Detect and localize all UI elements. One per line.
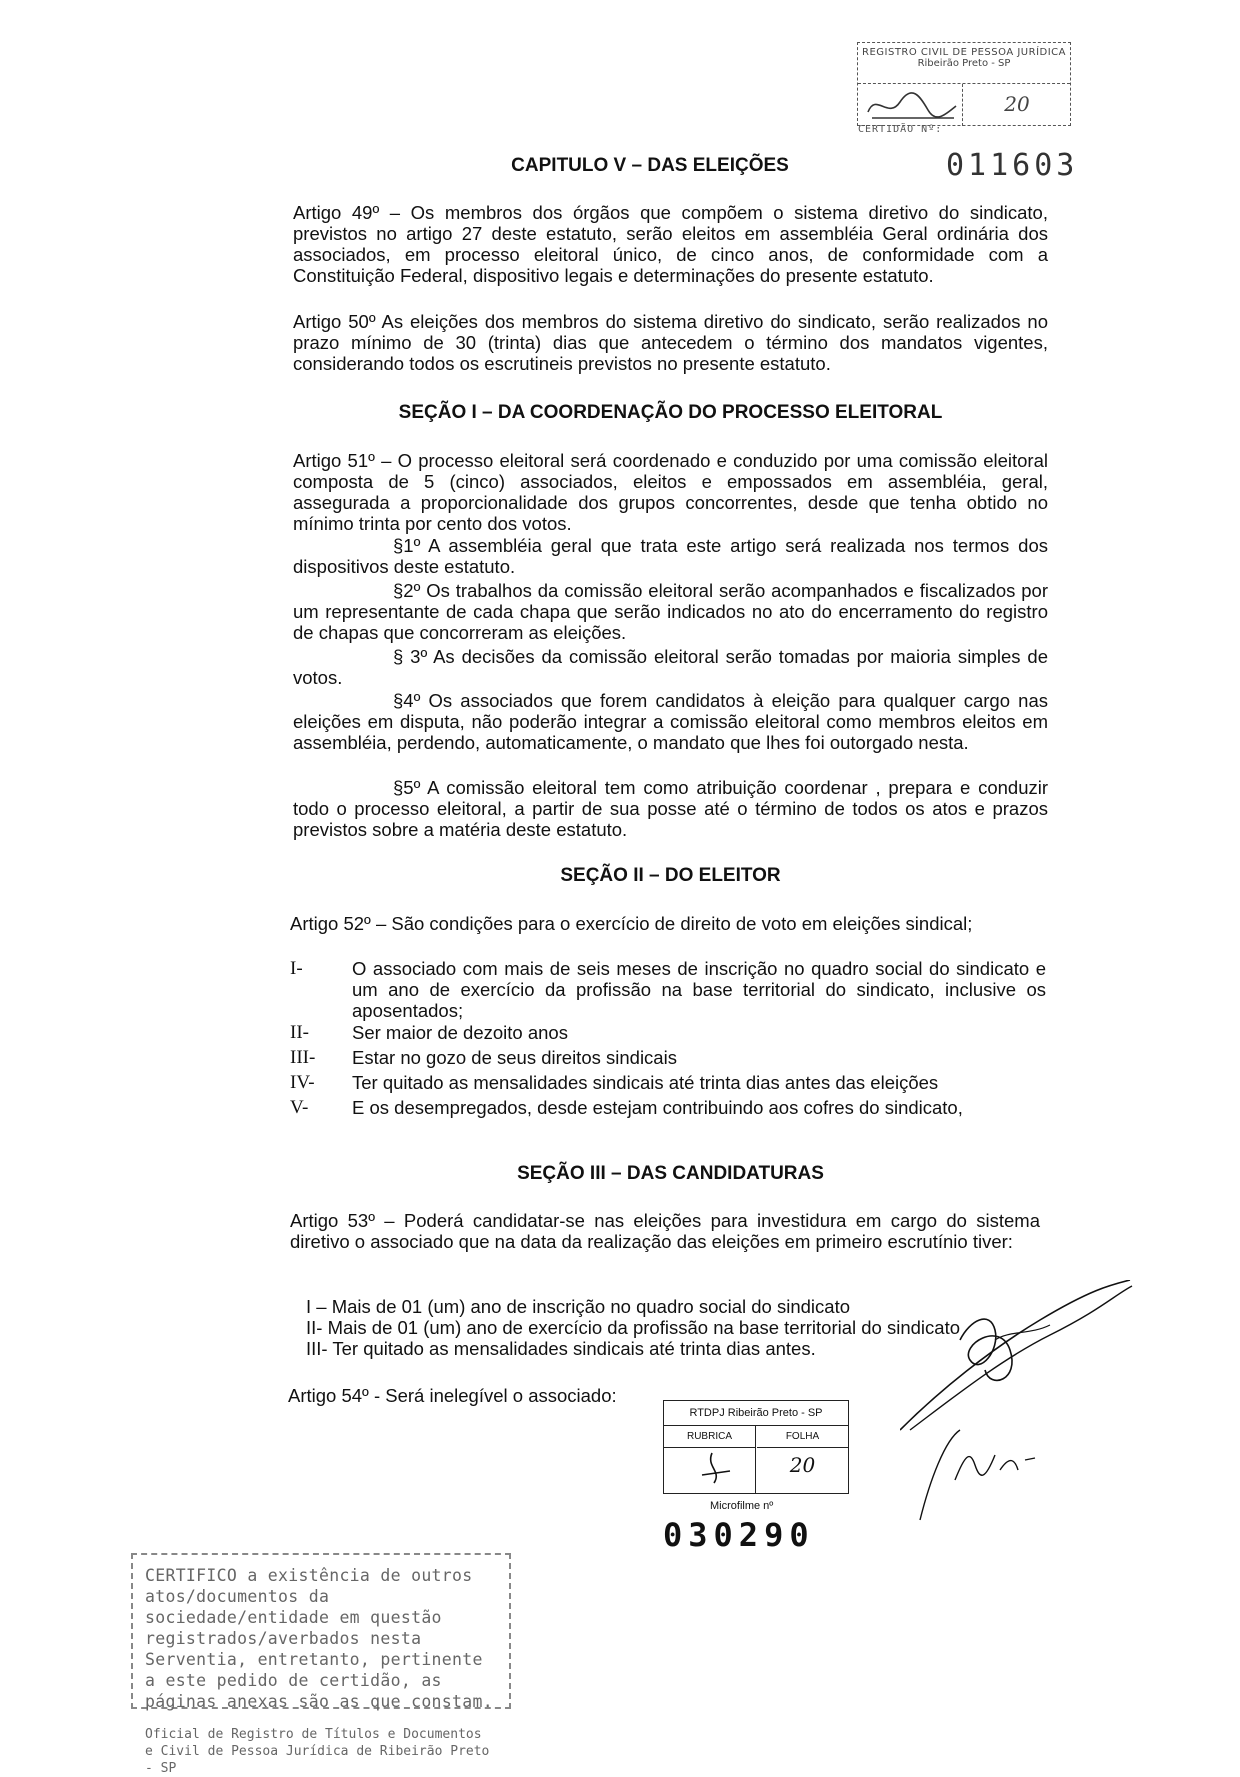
list-item: III- Ter quitado as mensalidades sindicais até trinta dias antes.	[306, 1338, 816, 1359]
rtdpj-stamp	[663, 1400, 849, 1494]
section-3-title: SEÇÃO III – DAS CANDIDATURAS	[517, 1163, 824, 1184]
list-item-text: E os desempregados, desde estejam contribuindo aos cofres do sindicato,	[352, 1097, 963, 1118]
article-51-paragraph-2: §2º Os trabalhos da comissão eleitoral serão acompanhados e fiscalizados por um representante de cada chapa que serão indicados no ato do encerramento do registro de chapas que concorreram as eleições.	[293, 580, 1048, 643]
folha-value: 20	[789, 1453, 816, 1477]
list-item-number: III-	[290, 1047, 316, 1068]
section-2-title: SEÇÃO II – DO ELEITOR	[560, 865, 781, 886]
article-53: Artigo 53º – Poderá candidatar-se nas eleições para investidura em cargo do sistema diretivo o associado que na data da realização das eleições em primeiro escrutínio tiver:	[290, 1210, 1040, 1252]
registry-stamp	[857, 42, 1071, 126]
stamp-divider	[755, 1426, 756, 1493]
stamp-signature-scribble	[858, 84, 962, 126]
article-49: Artigo 49º – Os membros dos órgãos que compõem o sistema diretivo do sindicato, previstos no artigo 27 deste estatuto, serão eleitos em assembléia Geral ordinária dos associados, em processo eleitoral único, de cinco anos, de conformidade com a Constituição Federal, dispositivo legais e determinações do presente estatuto.	[293, 202, 1048, 286]
section-1-title: SEÇÃO I – DA COORDENAÇÃO DO PROCESSO ELEITORAL	[398, 402, 943, 423]
stamp-line-1: REGISTRO CIVIL DE PESSOA JURÍDICA	[862, 47, 1066, 58]
certidao-number: 011603	[946, 148, 1079, 183]
article-52: Artigo 52º – São condições para o exercício de direito de voto em eleições sindical;	[290, 913, 973, 934]
rtdpj-stamp-header: RTDPJ Ribeirão Preto - SP	[664, 1401, 848, 1426]
list-item-text: Ser maior de dezoito anos	[352, 1022, 568, 1043]
article-51-paragraph-5: §5º A comissão eleitoral tem como atribuição coordenar , prepara e conduzir todo o processo eleitoral, a partir de sua posse até o término de todos os atos e prazos previstos sobre a matéria deste estatuto.	[293, 777, 1048, 840]
chapter-title: CAPITULO V – DAS ELEIÇÕES	[511, 155, 789, 176]
article-51: Artigo 51º – O processo eleitoral será coordenado e conduzido por uma comissão eleitoral composta de 5 (cinco) associados, eleitos e empossados em assembléia, geral, assegurada a proporcionalidade dos grupos concorrentes, desde que tenha obtido no mínimo trinta por cento dos votos.	[293, 450, 1048, 534]
article-51-paragraph-1: §1º A assembléia geral que trata este artigo será realizada nos termos dos dispositivos deste estatuto.	[293, 535, 1048, 577]
stamp-signature	[858, 84, 963, 126]
article-51-paragraph-4: §4º Os associados que forem candidatos à eleição para qualquer cargo nas eleições em disputa, não poderão integrar a comissão eleitoral como membros eleitos em assembléia, perdendo, automaticamente, o mandato que lhes foi outorgado nesta.	[293, 690, 1048, 753]
article-51-paragraph-3: § 3º As decisões da comissão eleitoral serão tomadas por maioria simples de votos.	[293, 646, 1048, 688]
certification-office: Oficial de Registro de Títulos e Documentos e Civil de Pessoa Jurídica de Ribeirão Preto - SP	[145, 1727, 490, 1776]
handwritten-signature	[900, 1280, 1140, 1530]
article-50: Artigo 50º As eleições dos membros do sistema diretivo do sindicato, serão realizados no prazo mínimo de 30 (trinta) dias que antecedem o término dos mandatos vigentes, considerando todos os escrutineis previstos no presente estatuto.	[293, 311, 1048, 374]
rubrica-label: RUBRICA	[664, 1427, 755, 1448]
stamp-handwritten-number: 20	[1004, 92, 1030, 116]
list-item-text: Estar no gozo de seus direitos sindicais	[352, 1047, 677, 1068]
list-item: II- Mais de 01 (um) ano de exercício da profissão na base territorial do sindicato	[306, 1317, 960, 1338]
list-item-text: O associado com mais de seis meses de inscrição no quadro social do sindicato e um ano de exercício da profissão na base territorial do sindicato, inclusive os aposentados;	[352, 958, 1046, 1021]
list-item-number: II-	[290, 1022, 309, 1043]
list-item-number: IV-	[290, 1072, 315, 1093]
folha-label: FOLHA	[757, 1427, 848, 1448]
rubrica-signature	[684, 1449, 744, 1489]
microfilme-number: 030290	[663, 1516, 815, 1554]
list-item-number: I-	[290, 958, 303, 979]
list-item: I – Mais de 01 (um) ano de inscrição no quadro social do sindicato	[306, 1296, 850, 1317]
list-item-number: V-	[290, 1097, 309, 1118]
list-item-text: Ter quitado as mensalidades sindicais até trinta dias antes das eleições	[352, 1072, 939, 1093]
article-54: Artigo 54º - Será inelegível o associado:	[288, 1385, 617, 1406]
stamp-line-2: Ribeirão Preto - SP	[917, 58, 1011, 69]
microfilme-label: Microfilme nº	[710, 1500, 774, 1512]
certification-text: CERTIFICO a existência de outros atos/documentos da sociedade/entidade em questão registrados/averbados nesta Serventia, entretanto, pertinente a este pedido de certidão, as páginas anexas são as que constam.	[145, 1566, 493, 1711]
stamp-row	[858, 83, 1070, 126]
certidao-label: CERTIDÃO Nº:	[858, 124, 943, 135]
certification-box	[131, 1553, 511, 1776]
